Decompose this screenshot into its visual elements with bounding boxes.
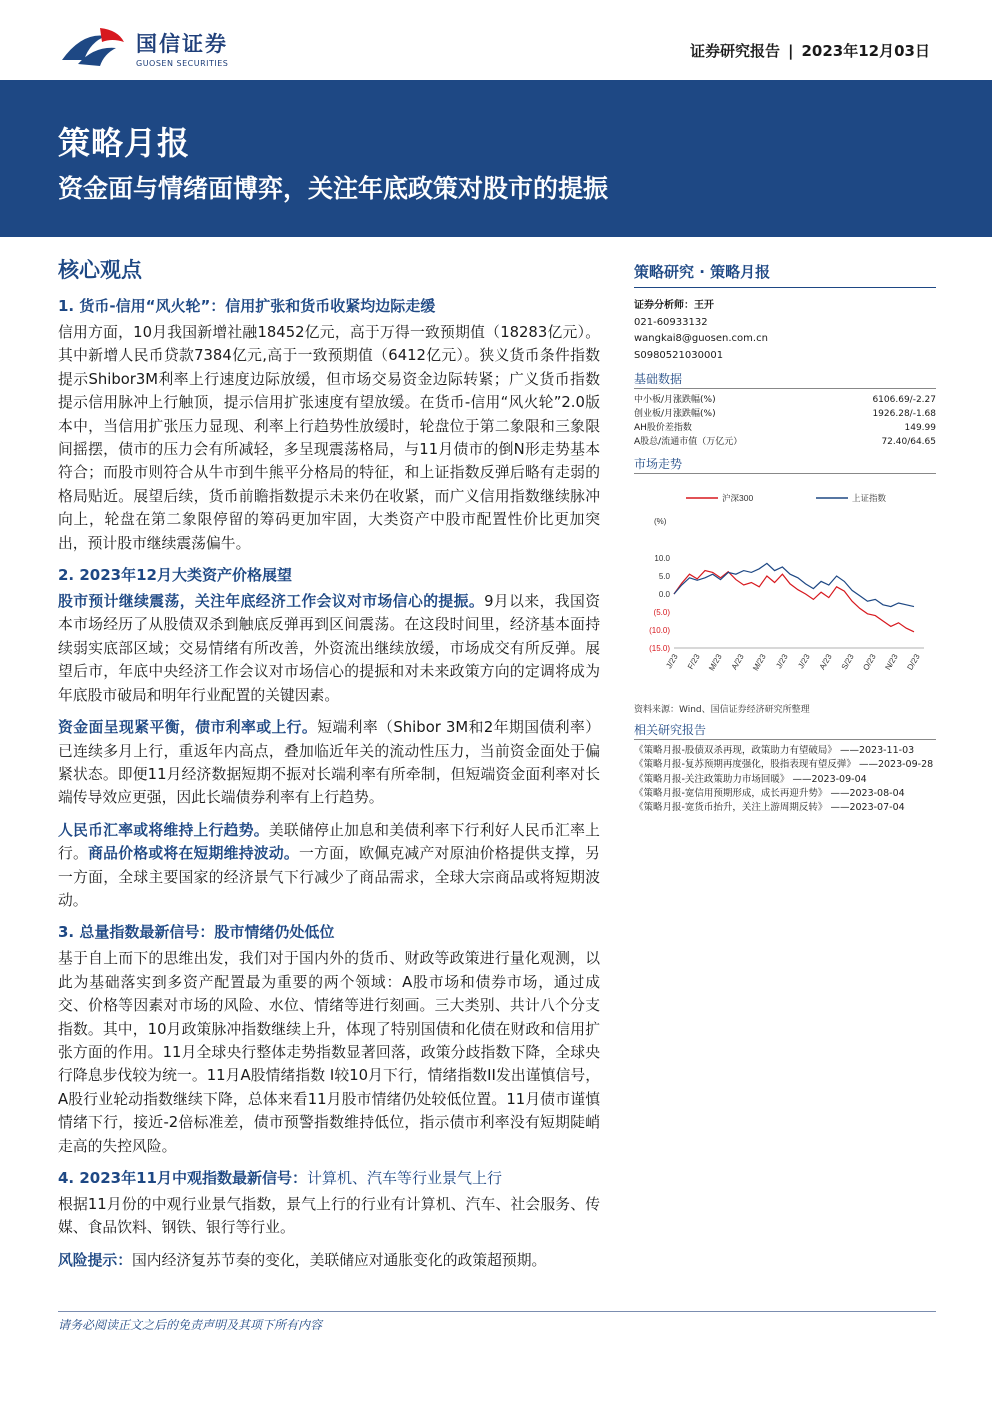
x-tick-label: J/23 — [796, 652, 812, 671]
y-tick-label: (5.0) — [653, 608, 670, 617]
x-tick-label: N/23 — [883, 652, 900, 672]
basic-data-heading: 基础数据 — [634, 370, 936, 389]
section-2-para-2 — [58, 716, 600, 810]
bond-outlook-text: 短端利率（Shibor 3M和2年期国债利率）已连续多月上行，重返年内高点，叠加临近年关的流动性压力，当前资金面处于偏紧状态。即便11月经济数据短期不振对长端利率有所牵制，但短端资金面利率对长端传导效应更强，因此长端债券利率有上行趋势。 — [58, 719, 600, 807]
basic-data-value: 1926.28/-1.68 — [872, 409, 936, 419]
commodity-outlook-highlight: 商品价格或将在短期维持波动。 — [88, 845, 299, 863]
stock-outlook-text: 9月以来，我国资本市场经历了从股债双杀到触底反弹再到区间震荡。在这段时间里，经济基本面持续弱实底部区域；交易情绪有所改善，外资流出继续放缓，市场成交有所反弹。展望后市，年底中央经济工作会议对市场信心的提振和对未来政策方向的定调将成为年底股市破局和明年行业配置的关键因素。 — [58, 593, 600, 704]
report-type: 策略月报 — [58, 124, 191, 162]
series-line — [674, 563, 914, 606]
report-kind: 证券研究报告 — [690, 42, 781, 60]
section-4-heading-plain: 计算机、汽车等行业景气上行 — [306, 1169, 502, 1187]
x-tick-label: F/23 — [685, 652, 702, 671]
title-banner — [0, 80, 992, 237]
analyst-block — [634, 298, 936, 364]
section-2-heading: 2. 2023年12月大类资产价格展望 — [58, 566, 292, 585]
section-2-para-1 — [58, 590, 600, 707]
report-date: 2023年12月03日 — [801, 42, 930, 60]
section-4-body: 根据11月份的中观行业景气指数，景气上行的行业有计算机、汽车、社会服务、传媒、食品饮料、钢铁、银行等行业。 — [58, 1196, 600, 1237]
section-2-para-3 — [58, 819, 600, 913]
section-1-body: 信用方面，10月我国新增社融18452亿元，高于万得一致预期值（18283亿元）。其中新增人民币贷款7384亿元,高于一致预期值（6412亿元）。狭义货币条件指数提示Shibor3M利率上行速度边际放缓，但市场交易资金边际转紧；广义货币指数提示信用脉冲上行触顶，提示信用扩张速度有望放缓。在货币-信用“风火轮”2.0版本中，当信用扩张压力显现、利率上行趋势性放缓时，轮盘位于第二象限和三象限间摇摆，债市的压力会有所减轻，多呈现震荡格局，与11月债市的倒N形走势基本符合；而股市则符合从牛市到牛熊平分格局的特征，和上证指数反弹后略有走弱的格局贴近。展望后续，货币前瞻指数提示未来仍在收紧，而广义信用指数继续脉冲向上，轮盘在第二象限停留的筹码更加牢固，大类资产中股市配置性价比更加突出，预计股市继续震荡偏牛。 — [58, 324, 600, 552]
meta-separator: | — [788, 42, 794, 60]
fx-outlook-text: 美联储停止加息和美债利率下行利好人民币汇率上行。 — [58, 821, 600, 863]
footer-disclaimer: 请务必阅读正文之后的免责声明及其项下所有内容 — [58, 1318, 323, 1332]
footer-divider — [58, 1311, 936, 1312]
analyst-name-line — [634, 298, 936, 315]
section-3-body: 基于自上而下的思维出发，我们对于国内外的货币、财政等政策进行量化观测，以此为基础落实到多资产配置最为重要的两个领域：A股市场和债券市场，通过成交、价格等因素对市场的风险、水位、情绪等进行刻画。三大类别、共计八个分支指数。其中，10月政策脉冲指数继续上升，体现了特别国债和化债在财政和信用扩张方面的作用。11月全球央行整体走势指数显著回落，政策分歧指数下降，全球央行降息步伐较为统一。11月A股情绪指数 I较10月下行，情绪指数II发出谨慎信号，A股行业轮动指数继续下降，总体来看11月股市情绪仍处较低位置。11月债市谨慎情绪下行，接近-2倍标准差，债市预警指数维持低位，指示债市利率没有短期陡峭走高的失控风险。 — [58, 950, 600, 1155]
core-views-heading: 核心观点 — [58, 258, 142, 282]
table-row — [634, 421, 936, 435]
y-axis-unit: (%) — [654, 517, 667, 526]
x-tick-label: M/23 — [751, 652, 768, 673]
bond-outlook-highlight: 资金面呈现紧平衡，债市利率或上行。 — [58, 719, 318, 737]
x-tick-label: A/23 — [817, 652, 834, 672]
x-tick-label: J/23 — [664, 652, 680, 671]
related-report-item[interactable]: 《策略月报-关注政策助力市场回暖》 ——2023-09-04 — [634, 773, 867, 785]
related-reports-list — [634, 744, 936, 815]
y-tick-label: (15.0) — [649, 644, 670, 653]
section-4-heading — [58, 1167, 600, 1189]
basic-data-value: 72.40/64.65 — [881, 437, 936, 447]
x-tick-label: A/23 — [729, 652, 746, 672]
table-row — [634, 393, 936, 407]
main-column — [58, 255, 600, 1281]
fx-outlook-highlight: 人民币汇率或将维持上行趋势。 — [58, 821, 269, 839]
related-report-item[interactable]: 《策略月报-宽信用预期形成，成长再迎升势》 ——2023-08-04 — [634, 787, 905, 799]
market-trend-heading: 市场走势 — [634, 455, 936, 474]
legend-label: 沪深300 — [722, 493, 754, 503]
related-report-item[interactable]: 《策略月报-股债双杀再现，政策助力有望破局》 ——2023-11-03 — [634, 745, 915, 756]
basic-data-table — [634, 393, 936, 449]
market-trend-svg — [634, 478, 936, 698]
risk-warning — [58, 1249, 600, 1272]
y-tick-label: (10.0) — [649, 626, 670, 635]
logo-en: GUOSEN SECURITIES — [136, 59, 229, 68]
basic-data-value: 6106.69/-2.27 — [872, 395, 936, 405]
related-report-item[interactable]: 《策略月报-宽货币抬升，关注上游周期反转》 ——2023-07-04 — [634, 802, 905, 814]
table-row — [634, 407, 936, 421]
report-title: 资金面与情绪面博弈，关注年底政策对股市的提振 — [58, 174, 609, 203]
basic-data-label: A股总/流通市值（万亿元） — [634, 437, 743, 447]
report-meta — [690, 40, 930, 61]
y-tick-label: 5.0 — [658, 572, 670, 581]
logo-cn: 国信证券 — [136, 32, 228, 56]
section-1-heading: 1. 货币-信用“风火轮”：信用扩张和货币收紧均边际走缓 — [58, 297, 436, 315]
basic-data-label: 创业板/月涨跌幅(%) — [634, 409, 716, 419]
brand-logo — [60, 26, 228, 70]
sidebar — [634, 255, 936, 815]
x-tick-label: S/23 — [839, 652, 856, 672]
risk-label: 风险提示： — [58, 1251, 132, 1269]
section-3-heading: 3. 总量指数最新信号：股市情绪仍处低位 — [58, 923, 335, 942]
section-4-heading-bold: 4. 2023年11月中观指数最新信号： — [58, 1169, 307, 1187]
analyst-phone: 021-60933132 — [634, 316, 708, 328]
report-category: 策略研究 · 策略月报 — [634, 261, 936, 288]
x-tick-label: D/23 — [905, 652, 922, 672]
guosen-logo-icon — [60, 26, 128, 70]
basic-data-label: 中小板/月涨跌幅(%) — [634, 395, 716, 405]
analyst-label: 证券分析师： — [634, 300, 694, 311]
basic-data-value: 149.99 — [904, 423, 936, 433]
commodity-outlook-text: 一方面，欧佩克减产对原油价格提供支撑，另一方面，全球主要国家的经济景气下行减少了商品需求，全球大宗商品或将短期波动。 — [58, 845, 600, 909]
analyst-name: 王开 — [694, 300, 714, 311]
analyst-license: S0980521030001 — [634, 349, 724, 361]
y-tick-label: 10.0 — [654, 554, 670, 563]
x-tick-label: M/23 — [707, 652, 724, 673]
stock-outlook-highlight: 股市预计继续震荡，关注年底经济工作会议对市场信心的提振。 — [58, 593, 485, 611]
chart-source: 资料来源：Wind、国信证券经济研究所整理 — [634, 705, 810, 715]
basic-data-label: AH股价差指数 — [634, 423, 692, 433]
legend-label: 上证指数 — [852, 493, 887, 503]
related-report-item[interactable]: 《策略月报-复苏预期再度强化，股指表现有望反弹》 ——2023-09-28 — [634, 759, 934, 771]
table-row — [634, 435, 936, 449]
y-tick-label: 0.0 — [658, 590, 670, 599]
x-tick-label: O/23 — [861, 652, 878, 673]
analyst-email[interactable]: wangkai8@guosen.com.cn — [634, 333, 768, 344]
x-tick-label: J/23 — [774, 652, 790, 671]
market-trend-chart — [634, 478, 936, 698]
related-reports-heading: 相关研究报告 — [634, 721, 936, 740]
risk-text: 国内经济复苏节奏的变化，美联储应对通胀变化的政策超预期。 — [132, 1251, 547, 1269]
